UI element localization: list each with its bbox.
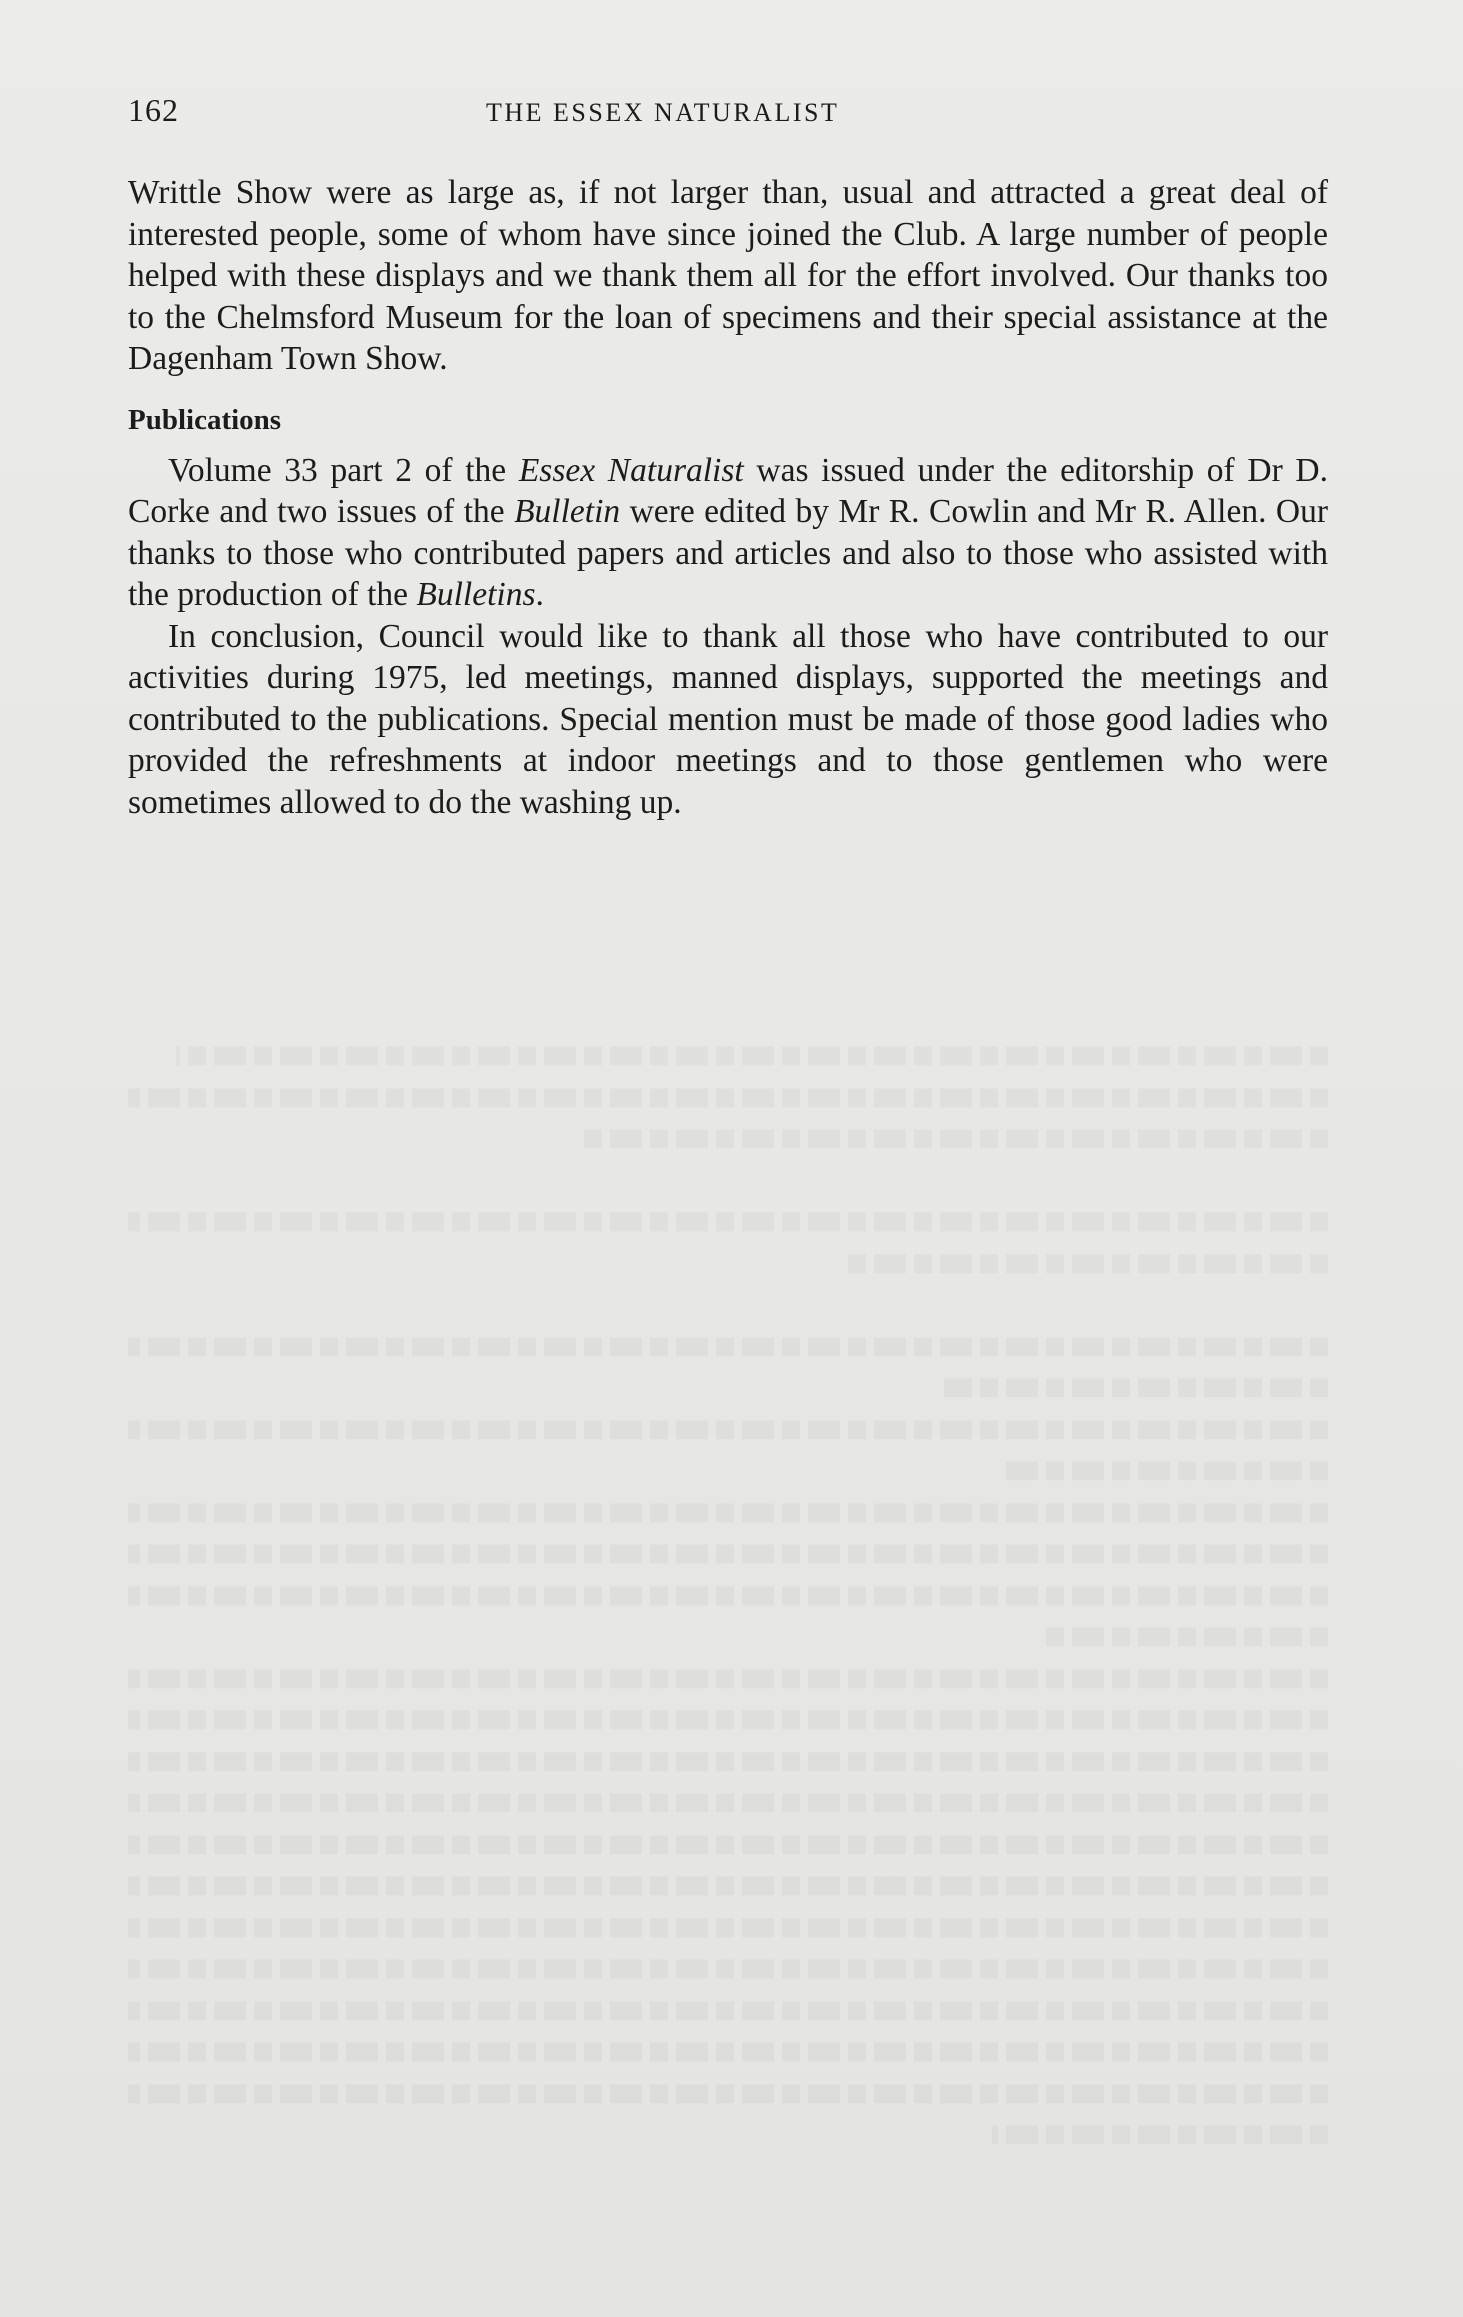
section-heading-publications: Publications [128, 403, 282, 436]
bulletins-title: Bulletins [416, 576, 536, 613]
bulletin-title: Bulletin [514, 493, 621, 530]
show-through-text [128, 1035, 1328, 2235]
page-number: 162 [128, 92, 179, 128]
paragraph-shows: Writtle Show were as large as, if not larger than, usual and attracted a great deal of interested people, some of whom have since joined the Club. A large number of people helped with these displays and we thank them all for the effort involved. Our thanks too to the Chelmsford Museum for the loan of specimens and their special assistance at the Dagenham Town Show. [128, 174, 1328, 377]
paragraph-publications: Volume 33 part 2 of the Essex Naturalist was issued under the editorship of Dr D. Corke and two issues of the Bulletin were edited by Mr R. Cowlin and Mr R. Allen. Our thanks to those who contributed papers and articles and also to those who assisted with the production of the Bulletins. [128, 451, 1328, 613]
journal-title: Essex Naturalist [518, 451, 744, 489]
body-text [128, 172, 1328, 823]
paragraph-conclusion: In conclusion, Council would like to thank all those who have contributed to our activities during 1975, led meetings, manned displays, supported the meetings and contributed to the publications. Special mention must be made of those good ladies who provided the refreshments at indoor meetings and to those gentlemen who were sometimes allowed to do the washing up. [128, 617, 1328, 821]
running-title: THE ESSEX NATURALIST [486, 98, 840, 127]
page-header [128, 92, 1328, 142]
